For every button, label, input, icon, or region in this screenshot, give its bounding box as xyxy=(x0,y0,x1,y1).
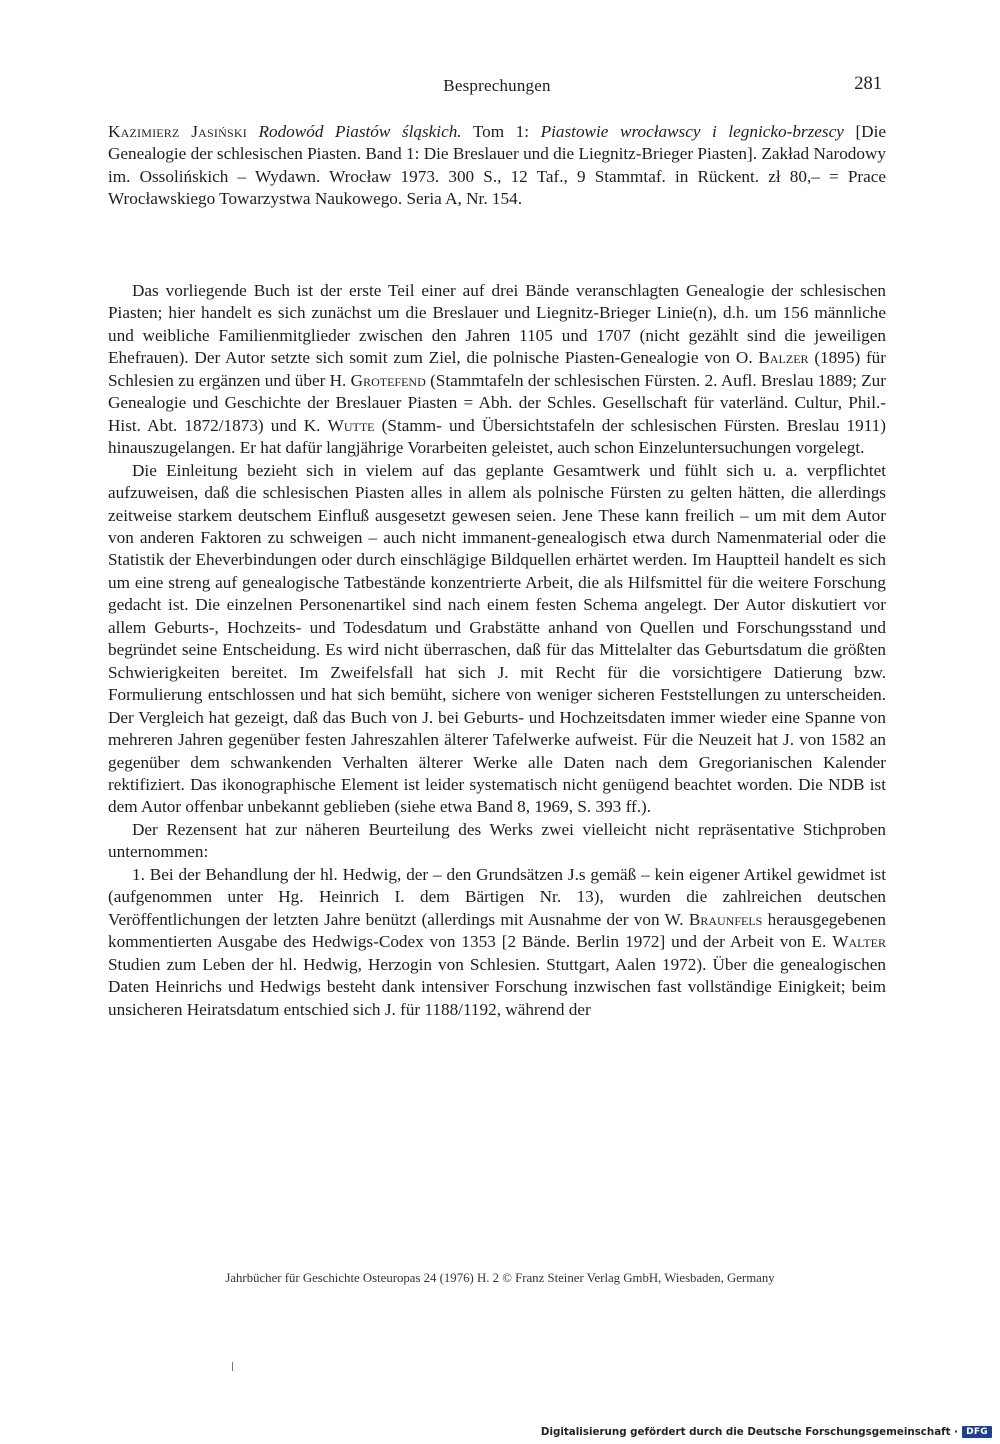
journal-footer: Jahrbücher für Geschichte Osteuropas 24 (1976) H. 2 © Franz Steiner Verlag GmbH, Wiesbaden, Germany xyxy=(225,1271,775,1285)
scan-mark xyxy=(232,1362,233,1371)
running-head: Besprechungen xyxy=(443,76,551,95)
dfg-logo: DFG xyxy=(962,1426,992,1438)
citation-author: Kazimierz Jasiński xyxy=(108,122,247,141)
citation-volume: Tom 1: xyxy=(472,122,530,141)
citation-subtitle: Piastowie wrocławscy i legnicko-brzescy xyxy=(540,122,844,141)
paragraph-1: Das vorliegende Buch ist der erste Teil einer auf drei Bände veranschlagten Genealogie der schlesischen Piasten; hier handelt es sich zunächst um die Breslauer und Liegnitz-Brieger Linie(n), d.h. um 156 männliche und weibliche Familienmitglieder zwischen den Jahren 1105 und 1707 (nicht gezählt sind die jeweiligen Ehefrauen). Der Autor setzte sich somit zum Ziel, die polnische Piasten-Genealogie von O. Balzer (1895) für Schlesien zu ergänzen und über H. Grotefend (Stammtafeln der schlesischen Fürsten. 2. Aufl. Breslau 1889; Zur Genealogie und Geschichte der Breslauer Piasten = Abh. der Schles. Gesellschaft für vaterländ. Cultur, Phil.-Hist. Abt. 1872/1873) und K. Wutte (Stamm- und Übersichtstafeln der schlesischen Fürsten. Breslau 1911) hinauszugelangen. Er hat dafür langjährige Vorarbeiten geleistet, auch schon Einzeluntersuchungen vorgelegt. xyxy=(108,281,886,458)
page-number: 281 xyxy=(854,74,882,94)
digitization-note: Digitalisierung gefördert durch die Deutsche Forschungsgemeinschaft · xyxy=(540,1426,959,1438)
book-citation xyxy=(108,121,886,211)
author-name: Walter xyxy=(832,932,887,952)
author-name: Wutte xyxy=(327,415,375,435)
citation-title: Rodowód Piastów śląskich. xyxy=(258,122,462,141)
citation-details: [Die Genealogie der schlesischen Piasten. Band 1: Die Breslauer und die Liegnitz-Brieger Piasten]. Zakład Narodowy im. Ossolińskich – Wydawn. Wrocław 1973. 300 S., 12 Taf., 9 Stammtaf. in Rückent. zł 80,– = Prace Wrocławskiego Towarzystwa Naukowego. Seria A, Nr. 154. xyxy=(108,122,886,209)
paragraph-2: Die Einleitung bezieht sich in vielem auf das geplante Gesamtwerk und fühlt sich u. a. verpflichtet aufzuweisen, daß die schlesischen Piasten alles in allem als polnische Fürsten zu gelten hätten, die allerdings zeitweise starkem deutschem Einfluß ausgesetzt gewesen seien. Jene These kann freilich – um mit dem Autor von anderen Faktoren zu schweigen – auch nicht immanent-genealogisch etwa durch Namenmaterial oder die Statistik der Eheverbindungen oder durch einschlägige Bildquellen erhärtet werden. Im Hauptteil handelt es sich um eine streng auf genealogische Tatbestände konzentrierte Arbeit, die als Hilfsmittel für die weitere Forschung gedacht ist. Die einzelnen Personenartikel sind nach einem festen Schema angelegt. Der Autor diskutiert vor allem Geburts-, Hochzeits- und Todesdatum und Grabstätte anhand von Quellen und Forschungsstand und begründet seine Entscheidung. Es wird nicht überraschen, daß für das Mittelalter das Geburtsdatum die größten Schwierigkeiten bereitet. Im Zweifelsfall hat sich J. mit Recht für die vorsichtigere Datierung bzw. Formulierung entschlossen und hat sich bemüht, sichere von weniger sicheren Feststellungen zu unterscheiden. Der Vergleich hat gezeigt, daß das Buch von J. bei Geburts- und Hochzeitsdaten immer wieder eine Spanne von mehreren Jahren gegenüber festen Jahreszahlen älterer Tafelwerke aufweist. Für die Neuzeit hat J. von 1582 an gegenüber dem schwankenden Verhalten älterer Werke alle Daten nach dem Gregorianischen Kalender rektifiziert. Das ikonographische Element ist leider systematisch nicht genügend beachtet worden. Die NDB ist dem Autor offenbar unbekannt geblieben (siehe etwa Band 8, 1969, S. 393 ff.). xyxy=(108,460,886,817)
paragraph-3: Der Rezensent hat zur näheren Beurteilung des Werks zwei vielleicht nicht repräsentative Stichproben unternommen: xyxy=(108,819,886,862)
author-name: Grotefend xyxy=(350,370,426,390)
review-body xyxy=(108,280,886,1021)
author-name: Balzer xyxy=(758,348,809,368)
paragraph-4: 1. Bei der Behandlung der hl. Hedwig, der – den Grundsätzen J.s gemäß – kein eigener Artikel gewidmet ist (aufgenommen unter Hg. Heinrich I. dem Bärtigen Nr. 13), wurden die zahlreichen deutschen Veröffentlichungen der letzten Jahre benützt (allerdings mit Ausnahme der von W. Braunfels herausgegebenen kommentierten Ausgabe des Hedwigs-Codex von 1353 [2 Bände. Berlin 1972] und der Arbeit von E. Walter Studien zum Leben der hl. Hedwig, Herzogin von Schlesien. Stuttgart, Aalen 1972). Über die genealogischen Daten Heinrichs und Hedwigs besteht dank intensiver Forschung inzwischen fast vollständige Einigkeit; beim unsicheren Heiratsdatum entschied sich J. für 1188/1192, während der xyxy=(108,864,887,1019)
dfg-credit xyxy=(541,1424,992,1440)
author-name: Braunfels xyxy=(688,909,763,929)
page-header xyxy=(108,76,886,100)
